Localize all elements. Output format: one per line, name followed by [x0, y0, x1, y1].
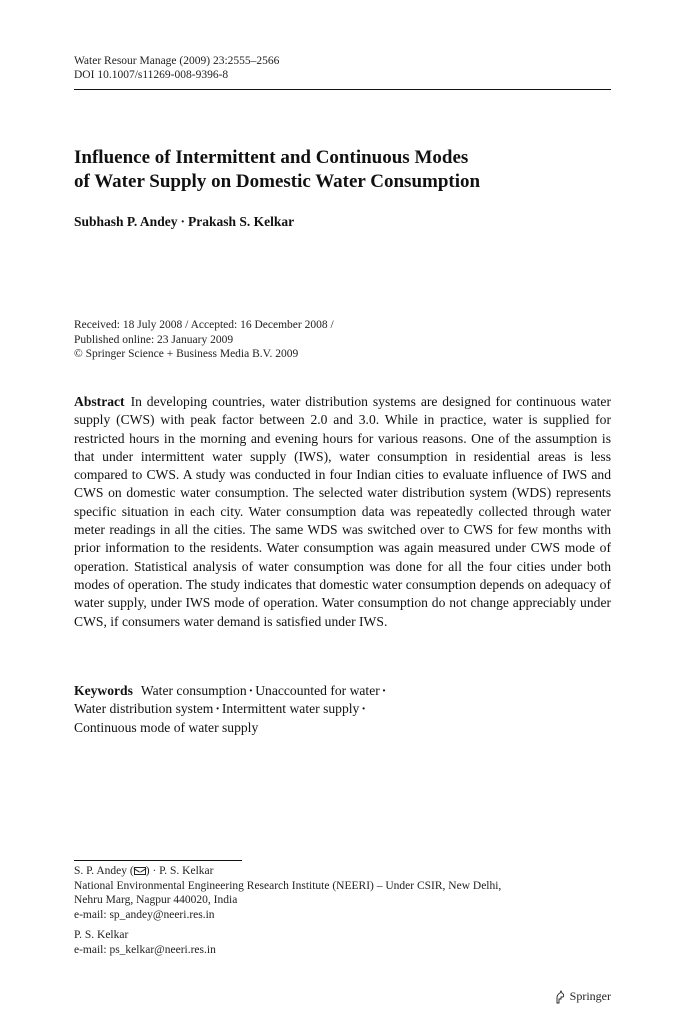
- publication-dates: [74, 318, 334, 362]
- springer-horse-icon: [554, 990, 566, 1004]
- footnote-authors-prefix: S. P. Andey (: [74, 865, 134, 877]
- keyword-separator: ·: [361, 701, 366, 717]
- email-link[interactable]: e-mail: ps_kelkar@neeri.res.in: [74, 943, 216, 956]
- keyword-separator: ·: [215, 701, 220, 717]
- keyword: Water distribution system: [74, 701, 214, 717]
- journal-citation: Water Resour Manage (2009) 23:2555–2566: [74, 55, 280, 67]
- keyword: Water consumption: [140, 683, 247, 698]
- title-line-2: of Water Supply on Domestic Water Consumption: [74, 171, 481, 192]
- author-list: [74, 214, 294, 230]
- abstract-text: In developing countries, water distribution systems are designed for continuous water supply (CWS) with peak factor between 2.0 and 3.0. While in practice, water is supplied for restricted hours in the morning and evening hours for various reasons. One of the assumption is that under intermittent water supply (IWS), water consumption in residential areas is less compared to CWS. A study was conducted in four Indian cities to evaluate influence of IWS and CWS on domestic water consumption. The selected water distribution system (WDS) represents specific situation in each city. Water consumption data was repeatedly collected through water meter readings in all the cities. The same WDS was switched over to CWS for few months with prior information to the residents. Water consumption was again measured under CWS mode of operation. Statistical analysis of water consumption was done for all the four cities under both modes of operation. The study indicates that domestic water consumption depends on adequacy of water supply, under IWS mode of operation. Water consumption do not change appreciably under CWS, if consumers water demand is satisfied under IWS.: [74, 394, 611, 629]
- footnote-rule: [74, 860, 242, 861]
- journal-header: [74, 54, 279, 82]
- copyright: © Springer Science + Business Media B.V. 2009: [74, 348, 299, 360]
- footnote-authors: [74, 864, 611, 879]
- address: Nehru Marg, Nagpur 440020, India: [74, 894, 238, 906]
- keyword: Continuous mode of water supply: [74, 719, 259, 735]
- author-name: Subhash P. Andey: [74, 214, 178, 229]
- keyword: Intermittent water supply: [221, 701, 360, 717]
- keywords: [74, 682, 494, 737]
- author-separator: ·: [180, 214, 185, 229]
- author-name: Prakash S. Kelkar: [187, 214, 295, 229]
- keywords-label: Keywords: [74, 683, 133, 698]
- received-accepted: Received: 18 July 2008 / Accepted: 16 December 2008 /: [74, 319, 334, 331]
- keyword: Unaccounted for water: [255, 683, 380, 698]
- affiliation: National Environmental Engineering Research Institute (NEERI) – Under CSIR, New Delhi,: [74, 879, 502, 892]
- abstract-label: Abstract: [74, 394, 125, 409]
- publisher-logo: [554, 989, 611, 1004]
- title-line-1: Influence of Intermittent and Continuous Modes: [74, 147, 469, 168]
- abstract: [74, 393, 611, 631]
- author-footnote: [74, 864, 611, 957]
- header-rule: [74, 89, 611, 90]
- footnote-authors-suffix: ) · P. S. Kelkar: [145, 865, 214, 877]
- second-author: P. S. Kelkar: [74, 929, 129, 941]
- doi: DOI 10.1007/s11269-008-9396-8: [74, 69, 229, 81]
- email-link[interactable]: e-mail: sp_andey@neeri.res.in: [74, 908, 215, 921]
- published-online: Published online: 23 January 2009: [74, 333, 234, 346]
- keyword-separator: ·: [248, 683, 254, 698]
- publisher-name: Springer: [569, 989, 611, 1003]
- article-title: [74, 146, 594, 194]
- envelope-icon: [134, 867, 146, 875]
- keyword-separator: ·: [381, 683, 387, 698]
